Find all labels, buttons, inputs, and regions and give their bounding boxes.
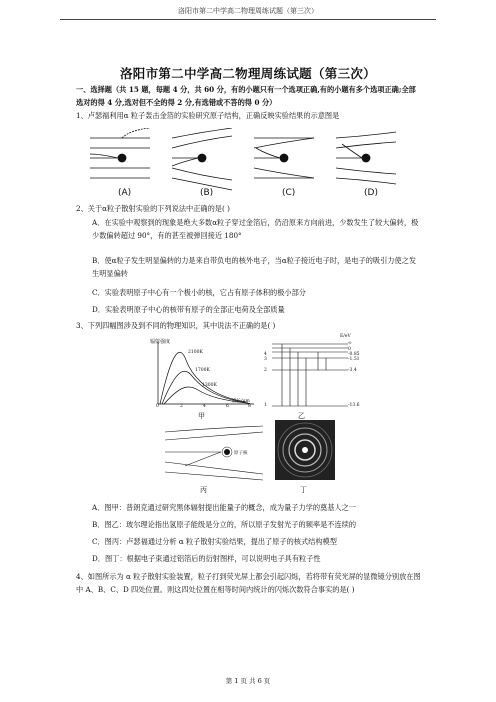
jia-ylabel: 辐射强度 <box>150 339 171 345</box>
yi-n-2: 2 <box>264 368 267 373</box>
figure-yi-label: 乙 <box>298 412 305 420</box>
q1-label-d: (D) <box>364 188 378 198</box>
q1-figure-c <box>254 138 314 178</box>
yi-level-34: -3.4 <box>348 368 357 373</box>
page-footer: 第 1 页 共 6 页 <box>225 677 271 685</box>
q1-figure-b <box>172 128 232 190</box>
q3-option-c: C．图丙：卢瑟福通过分析 α 粒子散射实验结果，提出了原子的核式结构模型 <box>92 537 337 546</box>
q1-label-c: (C) <box>282 188 296 198</box>
yi-n-1: 1 <box>264 403 267 408</box>
page-header: 洛阳市第二中学高二物理周练试题（第三次） <box>60 6 436 20</box>
q2-option-d: D．实验表明原子中心的核带有原子的全部正电荷及全部质量 <box>92 305 285 314</box>
jia-temp-2: 1700K <box>195 368 210 373</box>
q3-option-a: A．图甲：普朗克通过研究黑体辐射提出能量子的概念，成为量子力学的奠基人之一 <box>92 503 356 512</box>
q1-label-a: (A) <box>118 188 132 198</box>
q3-option-b: B．图乙：玻尔理论指出氢原子能级是分立的，所以原子发射光子的频率是不连续的 <box>92 520 357 529</box>
q2-option-b: B．使α粒子发生明显偏转的力是来自带负电的核外电子，当α粒子接近电子时，是电子的吸引力使之发生明显偏转 <box>92 256 417 278</box>
jia-temp-3: 1300K <box>202 383 217 388</box>
bing-nucleus-label: 原子核 <box>234 451 248 456</box>
q1-figure-d <box>336 132 396 184</box>
question-2: 2、关于α粒子散射实验的下列说法中正确的是( ) <box>76 204 230 213</box>
yi-n-4: 4 <box>264 352 267 357</box>
yi-energy-label: E/eV <box>340 334 351 339</box>
yi-level-inf: ∞ <box>348 341 352 346</box>
figure-jia-label: 甲 <box>198 412 205 420</box>
jia-temp-1: 2100K <box>188 350 203 355</box>
section-instructions: 一、选择题（共 15 题，每题 4 分，共 60 分，有的小题只有一个选项正确,有的小题有多个选项正确;全部选对的得 4 分,选对但不全的得 2 分,有选错或不答的得 0 分） <box>76 85 416 107</box>
figure-ding <box>275 420 335 480</box>
q1-figures <box>90 128 410 198</box>
q3-option-d: D．图丁：根据电子束通过铝箔后的衍射图样，可以说明电子具有粒子性 <box>92 554 321 563</box>
q1-figure-a <box>90 128 150 178</box>
q2-option-a: A．在实验中观察到的现象是绝大多数α粒子穿过金箔后，仍沿原来方向前进，少数发生了较大偏转，极少数偏转超过 90°，有的甚至被弹回接近 180° <box>92 218 419 240</box>
jia-tick-8: 8 <box>248 404 251 409</box>
q2-option-c: C．实验表明原子中心有一个极小的核，它占有原子体积的极小部分 <box>92 288 306 297</box>
yi-level-085: -0.85 <box>348 352 360 357</box>
jia-tick-2: 2 <box>180 404 183 409</box>
question-1: 1、卢瑟福利用α 粒子轰击金箔的实验研究原子结构，正确反映实验结果的示意图是 <box>76 111 340 120</box>
figure-bing <box>165 424 265 482</box>
yi-level-136: -13.6 <box>348 403 360 408</box>
yi-level-0: 0 <box>348 347 351 352</box>
figure-ding-label: 丁 <box>300 486 307 494</box>
jia-tick-6: 6 <box>226 404 229 409</box>
question-3: 3、下列四幅图涉及到不同的物理知识，其中说法不正确的是( ) <box>76 321 276 330</box>
jia-tick-4: 4 <box>203 404 206 409</box>
jia-tick-0: 0 <box>156 404 159 409</box>
page-title: 洛阳市第二中学高二物理周练试题（第三次） <box>119 66 376 81</box>
yi-level-151: -1.51 <box>348 357 360 362</box>
q1-label-b: (B) <box>200 188 214 198</box>
question-4: 4、如图所示为 α 粒子散射实验装置，粒子打到荧光屏上都会引起闪烁，若将带有荧光屏的显微镜分别放在图中 A、B、C、D 四处位置。则这四处位置在相等时间内统计的闪烁次数符合事实的是( ) <box>76 572 421 594</box>
yi-n-3: 3 <box>264 357 267 362</box>
figure-bing-label: 丙 <box>200 486 207 494</box>
figure-yi <box>268 342 358 412</box>
jia-xlabel: 波长/μm <box>232 399 250 404</box>
